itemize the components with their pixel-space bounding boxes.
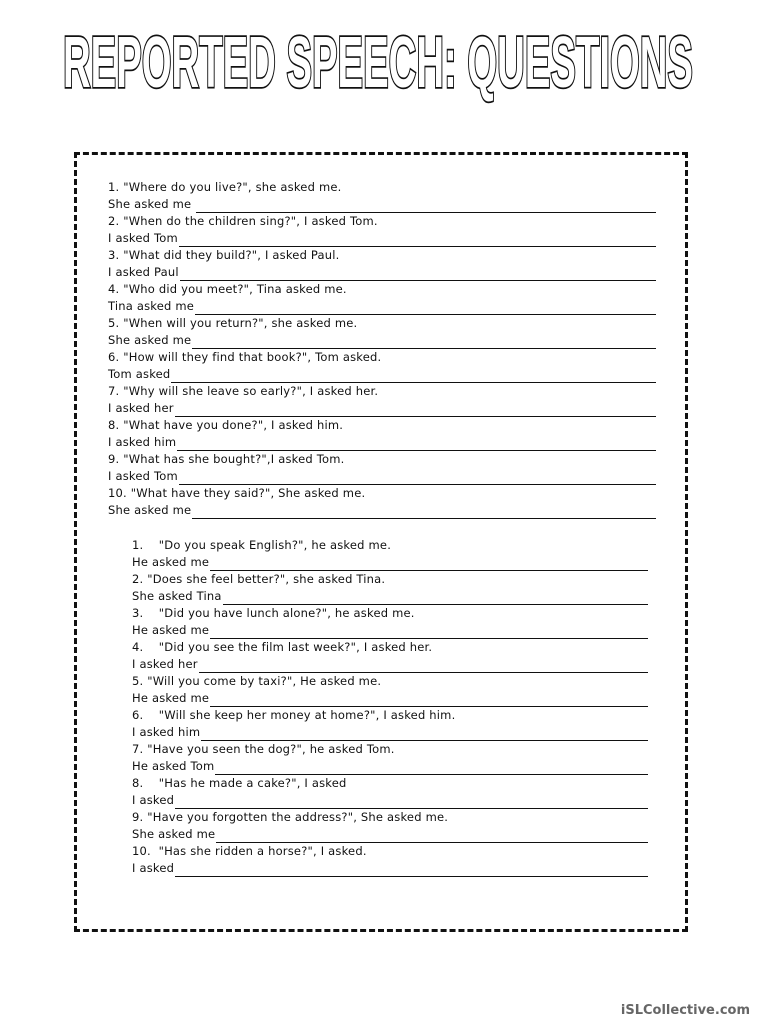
answer-line[interactable] xyxy=(108,230,656,247)
question-text: 5. "Will you come by taxi?", He asked me. xyxy=(132,674,382,688)
answer-blank[interactable] xyxy=(192,336,656,349)
answer-blank[interactable] xyxy=(196,200,656,213)
answer-blank[interactable] xyxy=(223,592,648,605)
question-text: 8. "Has he made a cake?", I asked xyxy=(132,776,347,790)
question-text: 7. "Have you seen the dog?", he asked Tom. xyxy=(132,742,395,756)
answer-line[interactable] xyxy=(108,468,656,485)
answer-line[interactable] xyxy=(132,826,648,843)
answer-line[interactable] xyxy=(108,298,656,315)
answer-prefix: I asked xyxy=(132,793,175,807)
answer-line[interactable] xyxy=(132,690,648,707)
answer-line[interactable] xyxy=(108,366,656,383)
answer-prefix: I asked Tom xyxy=(108,469,178,483)
answer-line[interactable] xyxy=(132,758,648,775)
answer-line[interactable] xyxy=(132,622,648,639)
question-text: 9. "Have you forgotten the address?", She asked me. xyxy=(132,810,449,824)
answer-blank[interactable] xyxy=(175,796,648,809)
answer-line[interactable] xyxy=(132,724,648,741)
answer-blank[interactable] xyxy=(216,830,648,843)
answer-line[interactable] xyxy=(132,792,648,809)
question-text: 2. "When do the children sing?", I asked Tom. xyxy=(108,214,378,228)
answer-blank[interactable] xyxy=(195,302,656,315)
answer-blank[interactable] xyxy=(179,234,656,247)
answer-line[interactable] xyxy=(108,264,656,281)
answer-prefix: I asked Tom xyxy=(108,231,178,245)
answer-prefix: He asked Tom xyxy=(132,759,215,773)
answer-blank[interactable] xyxy=(199,660,648,673)
question-text: 3. "Did you have lunch alone?", he asked me. xyxy=(132,606,415,620)
answer-prefix: She asked me xyxy=(108,197,196,211)
watermark: iSLCollective.com xyxy=(620,1003,750,1018)
question-text: 5. "When will you return?", she asked me. xyxy=(108,316,358,330)
answer-line[interactable] xyxy=(108,502,656,519)
answer-prefix: He asked me xyxy=(132,691,210,705)
answer-line[interactable] xyxy=(108,434,656,451)
answer-prefix: He asked me xyxy=(132,623,210,637)
answer-prefix: She asked me xyxy=(108,333,192,347)
question-text: 1. "Do you speak English?", he asked me. xyxy=(132,538,392,552)
answer-line[interactable] xyxy=(108,400,656,417)
question-text: 4. "Did you see the film last week?", I asked her. xyxy=(132,640,433,654)
question-text: 3. "What did they build?", I asked Paul. xyxy=(108,248,340,262)
answer-prefix: She asked Tina xyxy=(132,589,222,603)
answer-prefix: She asked me xyxy=(108,503,192,517)
answer-blank[interactable] xyxy=(210,626,648,639)
exercise-1-list xyxy=(108,179,656,519)
question-text: 8. "What have you done?", I asked him. xyxy=(108,418,344,432)
question-text: 10. "Has she ridden a horse?", I asked. xyxy=(132,844,367,858)
answer-blank[interactable] xyxy=(175,404,656,417)
answer-prefix: I asked him xyxy=(132,725,201,739)
answer-blank[interactable] xyxy=(175,864,648,877)
answer-prefix: I asked him xyxy=(108,435,177,449)
answer-line[interactable] xyxy=(108,332,656,349)
answer-blank[interactable] xyxy=(192,506,656,519)
answer-line[interactable] xyxy=(108,196,656,213)
answer-blank[interactable] xyxy=(215,762,648,775)
answer-line[interactable] xyxy=(132,656,648,673)
answer-prefix: I asked xyxy=(132,861,175,875)
answer-blank[interactable] xyxy=(210,694,648,707)
answer-prefix: I asked her xyxy=(108,401,174,415)
answer-blank[interactable] xyxy=(179,472,656,485)
answer-blank[interactable] xyxy=(201,728,648,741)
question-text: 7. "Why will she leave so early?", I asked her. xyxy=(108,384,379,398)
answer-blank[interactable] xyxy=(177,438,656,451)
answer-blank[interactable] xyxy=(180,268,656,281)
answer-prefix: Tom asked xyxy=(108,367,171,381)
question-text: 10. "What have they said?", She asked me. xyxy=(108,486,366,500)
answer-prefix: She asked me xyxy=(132,827,216,841)
question-text: 6. "Will she keep her money at home?", I asked him. xyxy=(132,708,456,722)
question-text: 4. "Who did you meet?", Tina asked me. xyxy=(108,282,347,296)
answer-line[interactable] xyxy=(132,860,648,877)
answer-blank[interactable] xyxy=(171,370,656,383)
answer-line[interactable] xyxy=(132,588,648,605)
worksheet-title-text: REPORTED SPEECH: QUESTIONS xyxy=(63,24,694,104)
worksheet-title xyxy=(0,24,768,124)
question-text: 1. "Where do you live?", she asked me. xyxy=(108,180,342,194)
question-text: 2. "Does she feel better?", she asked Tina. xyxy=(132,572,386,586)
exercise-2-list xyxy=(132,537,648,877)
answer-blank[interactable] xyxy=(210,558,648,571)
answer-line[interactable] xyxy=(132,554,648,571)
question-text: 9. "What has she bought?",I asked Tom. xyxy=(108,452,345,466)
answer-prefix: I asked Paul xyxy=(108,265,179,279)
question-text: 6. "How will they find that book?", Tom asked. xyxy=(108,350,382,364)
answer-prefix: Tina asked me xyxy=(108,299,195,313)
answer-prefix: I asked her xyxy=(132,657,198,671)
answer-prefix: He asked me xyxy=(132,555,210,569)
